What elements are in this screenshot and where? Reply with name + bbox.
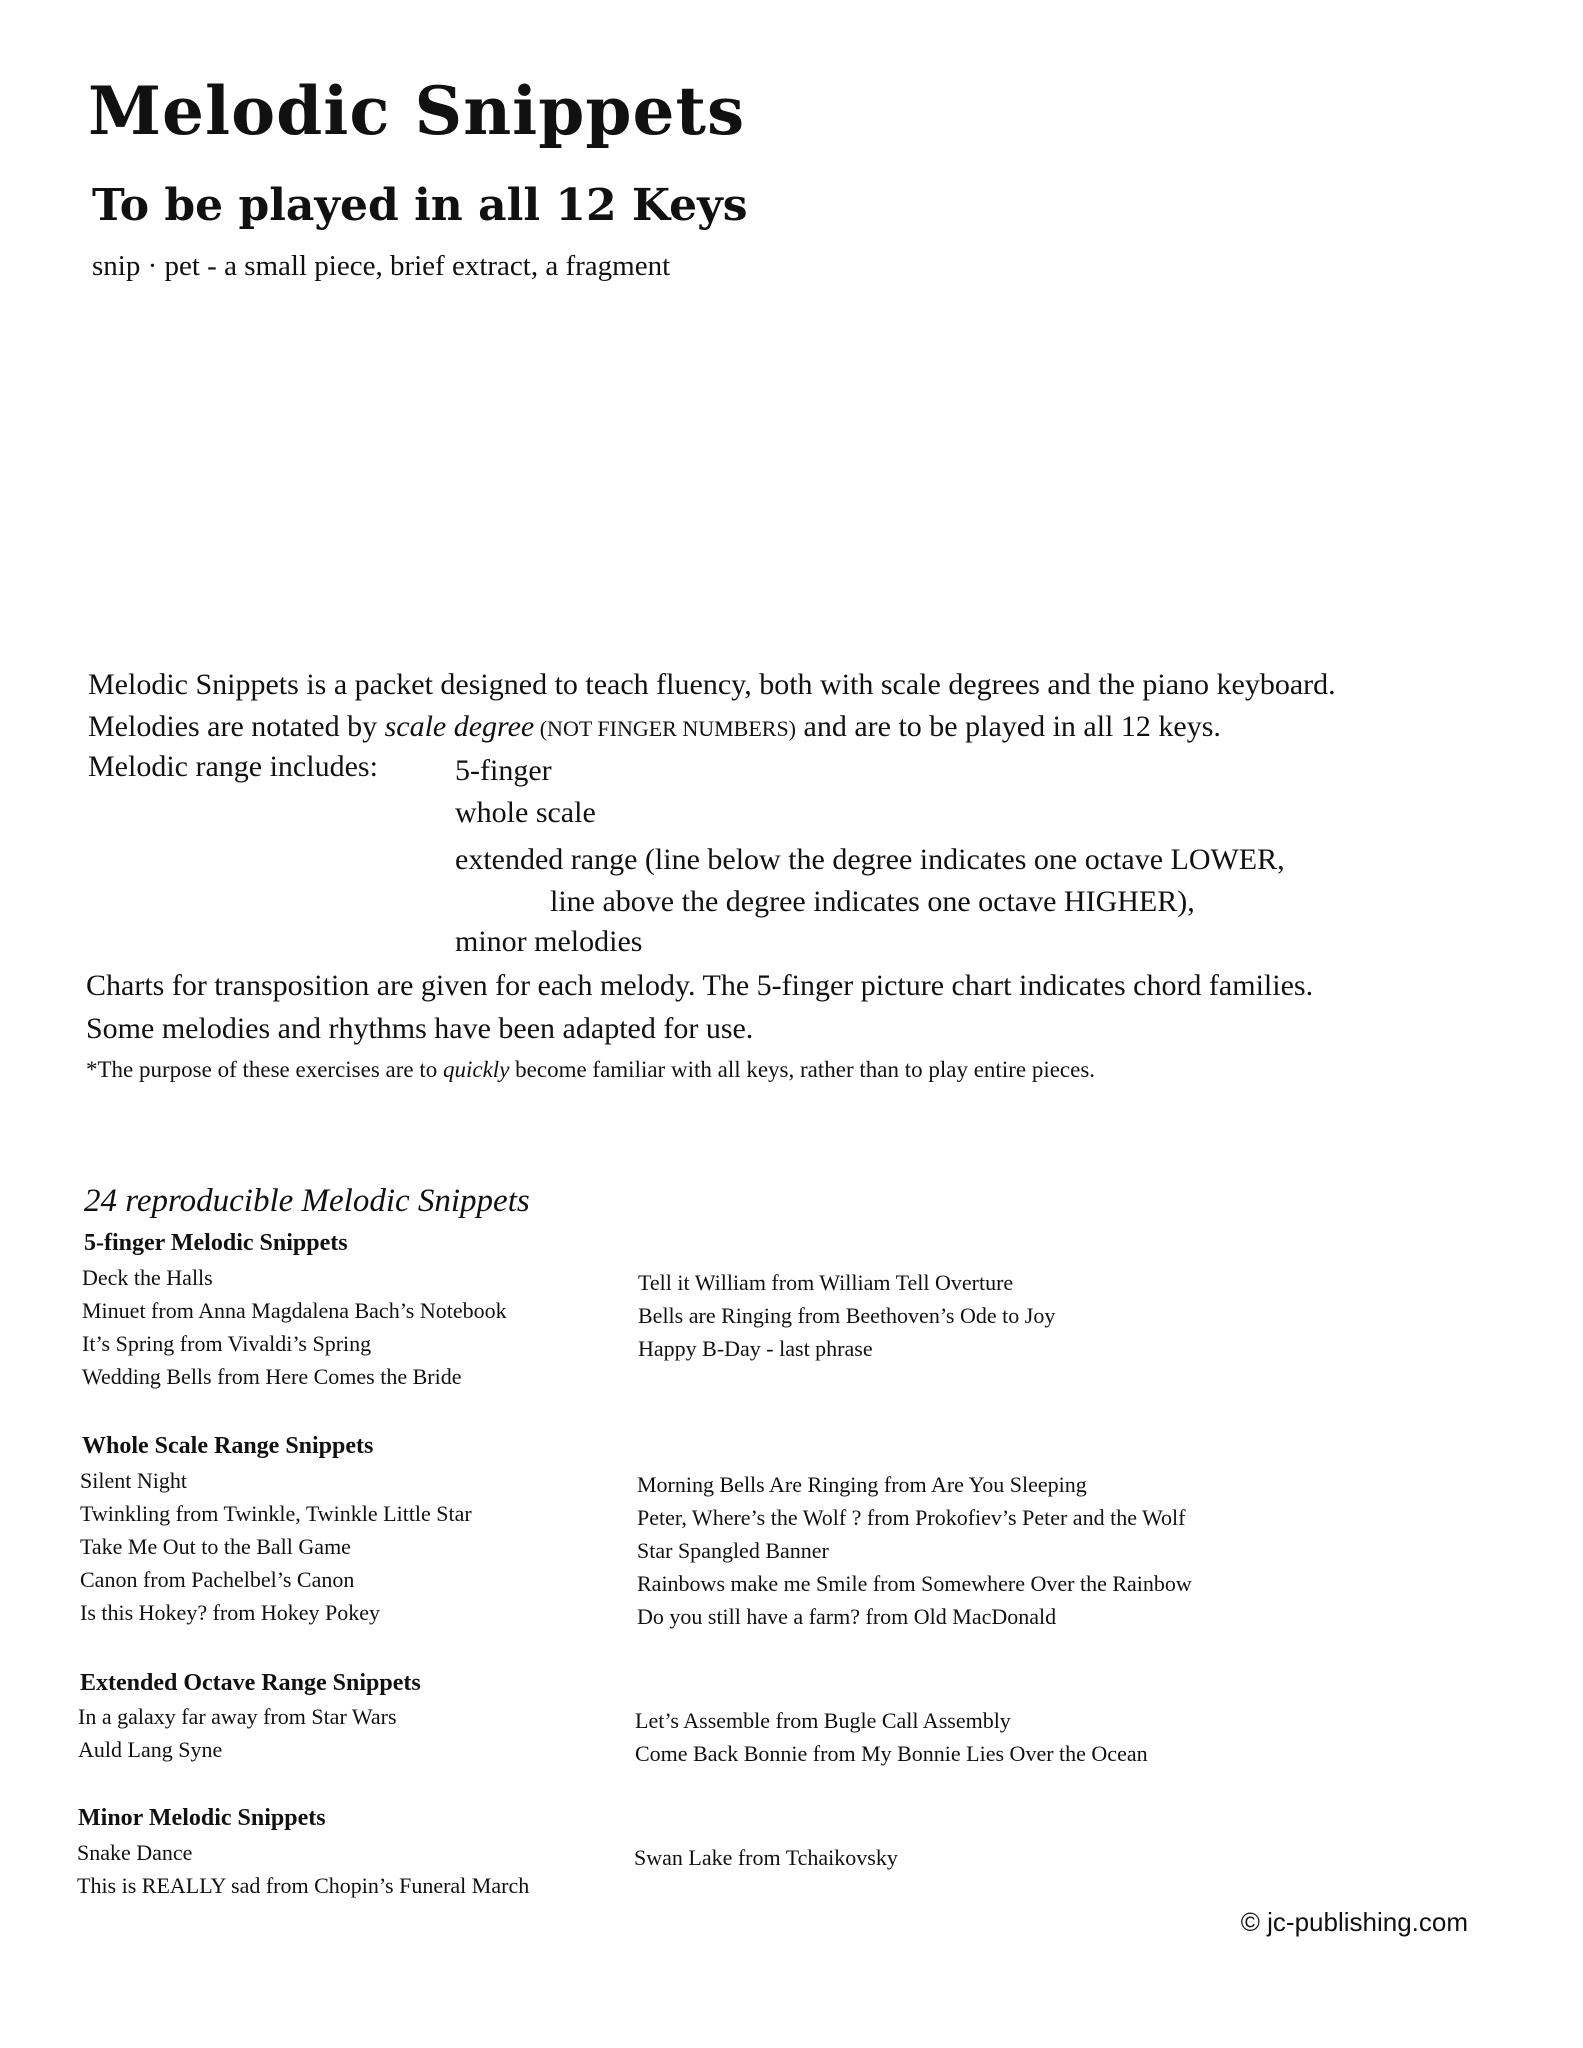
list-item: Wedding Bells from Here Comes the Bride <box>82 1364 462 1389</box>
section-whole-scale-left-list <box>80 1464 472 1629</box>
range-item-extended-higher: line above the degree indicates one octave HIGHER), <box>550 885 1195 918</box>
range-item-extended-lower: extended range (line below the degree indicates one octave LOWER, <box>455 843 1285 876</box>
footnote-quickly: quickly <box>443 1057 510 1082</box>
list-item: Snake Dance <box>77 1840 193 1865</box>
footnote-pre: *The purpose of these exercises are to <box>86 1057 443 1082</box>
section-minor-right-list <box>634 1841 898 1874</box>
definition-text: snip · pet - a small piece, brief extract, a fragment <box>92 250 671 282</box>
list-item: Peter, Where’s the Wolf ? from Prokofiev’s Peter and the Wolf <box>637 1505 1186 1530</box>
section-whole-scale-right-list <box>637 1468 1192 1633</box>
list-item: Tell it William from William Tell Overture <box>638 1270 1014 1295</box>
page-title: Melodic Snippets <box>88 72 746 150</box>
list-item: Take Me Out to the Ball Game <box>80 1534 351 1559</box>
section-5-finger-right-list <box>638 1266 1055 1365</box>
intro-adapted-line: Some melodies and rhythms have been adapted for use. <box>86 1012 754 1045</box>
list-item: Morning Bells Are Ringing from Are You Sleeping <box>637 1472 1087 1497</box>
list-item: This is REALLY sad from Chopin’s Funeral March <box>77 1873 530 1898</box>
range-item-whole-scale: whole scale <box>455 796 596 829</box>
list-item: Is this Hokey? from Hokey Pokey <box>80 1600 381 1625</box>
list-item: Come Back Bonnie from My Bonnie Lies Over the Ocean <box>635 1741 1148 1766</box>
intro-line-1: Melodic Snippets is a packet designed to teach fluency, both with scale degrees and the piano keyboard. <box>88 668 1336 701</box>
range-item-5-finger: 5-finger <box>455 754 552 787</box>
section-title-minor: Minor Melodic Snippets <box>78 1805 326 1831</box>
list-item: Auld Lang Syne <box>78 1737 223 1762</box>
footnote-post: become familiar with all keys, rather than to play entire pieces. <box>509 1057 1096 1082</box>
list-item: It’s Spring from Vivaldi’s Spring <box>82 1331 372 1356</box>
list-heading: 24 reproducible Melodic Snippets <box>84 1183 530 1219</box>
list-item: Happy B-Day - last phrase <box>638 1336 873 1361</box>
section-title-extended-octave: Extended Octave Range Snippets <box>80 1670 421 1696</box>
range-item-minor: minor melodies <box>455 925 643 958</box>
list-item: Minuet from Anna Magdalena Bach’s Notebook <box>82 1298 507 1323</box>
list-item: Bells are Ringing from Beethoven’s Ode to Joy <box>638 1303 1056 1328</box>
intro-not-finger-numbers: (NOT FINGER NUMBERS) <box>534 716 797 741</box>
section-title-whole-scale: Whole Scale Range Snippets <box>82 1433 374 1459</box>
section-extended-left-list <box>78 1700 397 1766</box>
section-extended-right-list <box>635 1704 1148 1770</box>
intro-line-2-pre: Melodies are notated by <box>88 710 385 743</box>
list-item: In a galaxy far away from Star Wars <box>78 1704 397 1729</box>
intro-line-2-post: and are to be played in all 12 keys. <box>796 710 1221 743</box>
section-title-5-finger: 5-finger Melodic Snippets <box>84 1230 348 1256</box>
section-5-finger-left-list <box>82 1261 507 1393</box>
list-item: Deck the Halls <box>82 1265 213 1290</box>
intro-line-2 <box>88 710 1221 744</box>
intro-scale-degree: scale degree <box>384 710 535 743</box>
list-item: Canon from Pachelbel’s Canon <box>80 1567 355 1592</box>
list-item: Let’s Assemble from Bugle Call Assembly <box>635 1708 1011 1733</box>
list-item: Do you still have a farm? from Old MacDonald <box>637 1604 1057 1629</box>
list-item: Twinkling from Twinkle, Twinkle Little Star <box>80 1501 472 1526</box>
list-item: Rainbows make me Smile from Somewhere Over the Rainbow <box>637 1571 1192 1596</box>
list-item: Silent Night <box>80 1468 187 1493</box>
intro-charts-line: Charts for transposition are given for each melody. The 5-finger picture chart indicates chord families. <box>86 969 1314 1002</box>
page-subtitle: To be played in all 12 Keys <box>92 180 748 231</box>
list-item: Swan Lake from Tchaikovsky <box>634 1845 898 1870</box>
copyright-text: © jc-publishing.com <box>1240 1907 1468 1937</box>
range-label: Melodic range includes: <box>88 750 378 783</box>
list-item: Star Spangled Banner <box>637 1538 829 1563</box>
section-minor-left-list <box>77 1836 529 1902</box>
footnote <box>86 1057 1095 1083</box>
